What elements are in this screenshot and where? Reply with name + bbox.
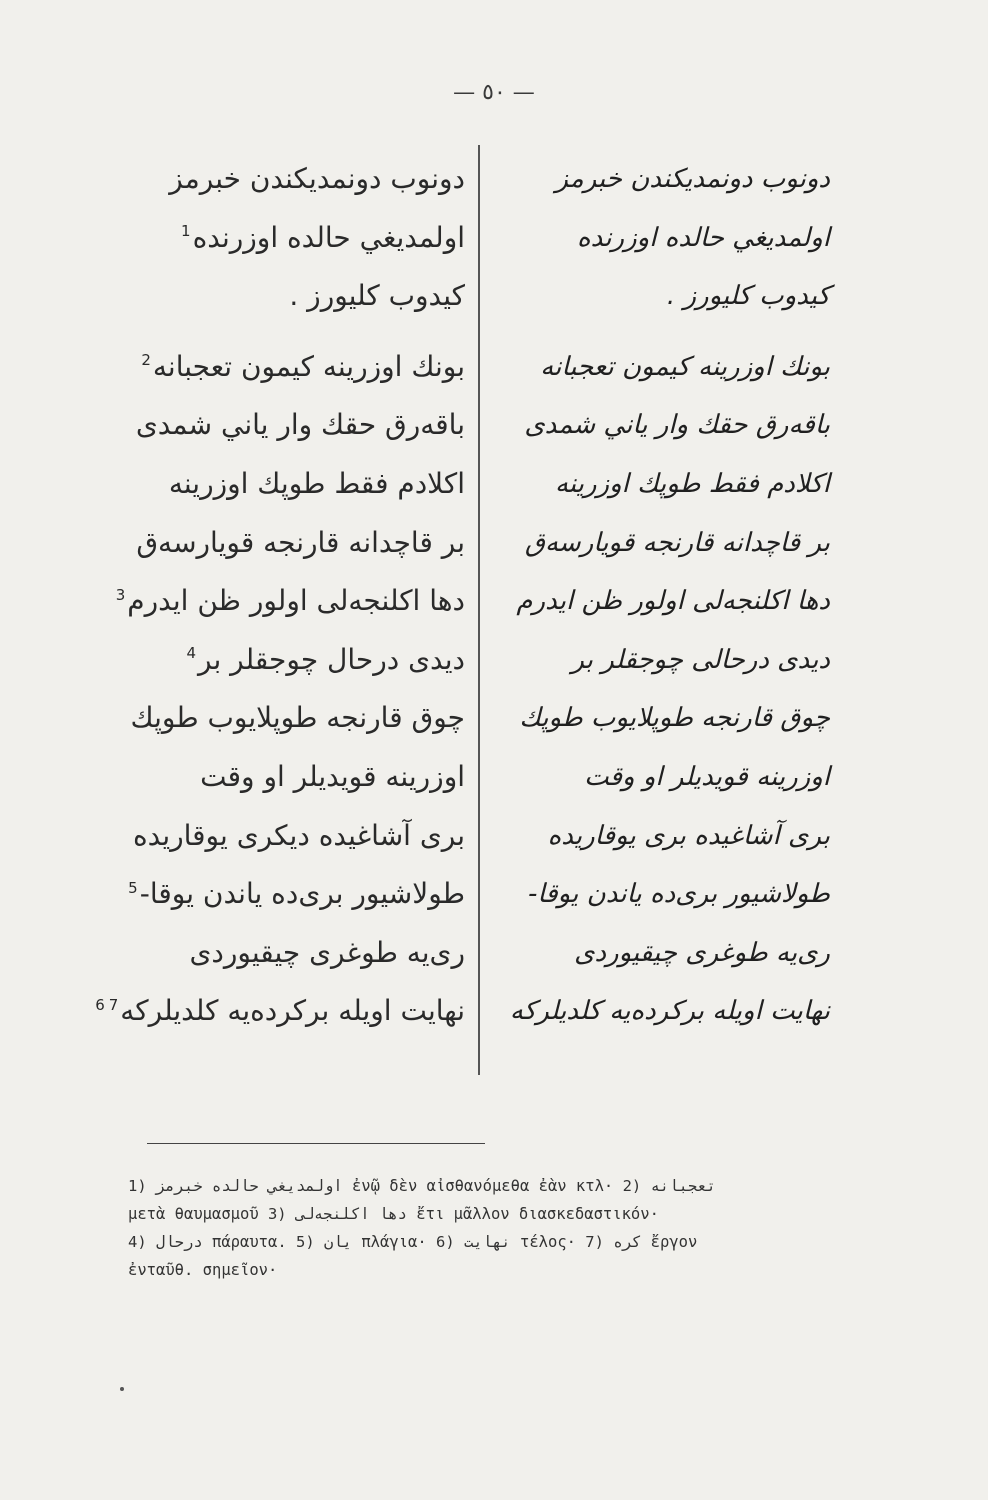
- footnote-marker: 2: [141, 351, 151, 370]
- printed-line: دها اكلنجەلى اولور ظن ايدرم$^3$: [115, 584, 465, 618]
- printed-text-column: [95, 150, 465, 1041]
- footnote-line: ἐνταῦθ. σημεῖον·: [128, 1261, 278, 1279]
- footnote-marker: 5: [128, 878, 138, 897]
- footnote-line: 1) اولمديغي حالده خبرمز ἐνῷ δὲν αἰσθανόμεθα ἐὰν κτλ· 2) تعجبانه: [128, 1177, 716, 1195]
- scan-speck: [120, 1387, 124, 1391]
- footnote-marker: 7: [108, 995, 119, 1014]
- footnote-rule: [147, 1143, 485, 1144]
- printed-line: برى آشاغيده ديكرى يوقاريده: [132, 818, 465, 852]
- handwritten-line: اوزرينه قويديلر او وقت: [584, 761, 830, 792]
- handwritten-line: اكلادم فقط طوپك اوزرينه: [554, 468, 830, 499]
- handwritten-line: بونك اوزرينه كيمون تعجبانه: [540, 351, 830, 382]
- footnote-marker: 6: [95, 995, 105, 1014]
- printed-line: دونوب دونمديكندن خبرمز: [169, 162, 465, 195]
- printed-line: باقەرق حقك وار ياني شمدى: [135, 408, 465, 442]
- printed-line: ديدى درحال چوجقلر بر$^4$: [186, 642, 465, 676]
- printed-line: رى‌يه طوغرى چيقيوردى: [189, 935, 465, 969]
- handwritten-line: برى آشاغيده برى يوقاريده: [547, 820, 830, 851]
- footnotes: [128, 1172, 848, 1284]
- handwritten-line: طولاشيور بری‌ده ياندن يوقا-: [527, 879, 830, 910]
- footnote-marker: 4: [186, 644, 197, 663]
- handwritten-line: بر قاچدانه قارنجه قويارسەق: [524, 527, 830, 558]
- printed-line: اوزرينه قويديلر او وقت: [200, 759, 465, 793]
- handwritten-line: نهايت اويله بركرده‌يه كلديلركه: [509, 996, 830, 1027]
- column-divider: [478, 145, 480, 1075]
- page-number: — ٥٠ —: [453, 80, 535, 105]
- footnote-line: 4) درحال πάραυτα. 5) يان πλάγια· 6) نهايت τέλος· 7) كره ἔργον: [128, 1233, 698, 1251]
- handwritten-line: دونوب دونمديكندن خبرمز: [555, 164, 830, 194]
- footnote-marker: 1: [181, 222, 191, 241]
- footnote-line: μετὰ θαυμασμοῦ 3) دها اكلنجەلى ἔτι μᾶλλον διασκεδαστικόν·: [128, 1205, 659, 1223]
- handwritten-line: كيدوب كليورز .: [666, 281, 830, 312]
- handwritten-line: چوق قارنجه طوپلايوب طوپك: [519, 703, 830, 734]
- printed-line: بونك اوزرينه كيمون تعجبانه$^2$: [141, 349, 465, 383]
- handwritten-line: باقەرق حقك وار ياني شمدى: [524, 410, 830, 441]
- printed-line: بر قاچدانه قارنجه قويارسەق: [136, 525, 465, 559]
- printed-line: طولاشيور بری‌ده ياندن يوقا-$^5$: [128, 877, 465, 911]
- handwritten-text-column: [495, 150, 830, 1041]
- handwritten-line: رى‌يه طوغرى چيقيوردى: [574, 937, 830, 968]
- printed-line: چوق قارنجه طوپلايوب طوپك: [130, 701, 465, 735]
- printed-line: نهايت اويله بركرده‌يه كلديلركه$^6$ $^7$: [95, 994, 465, 1028]
- handwritten-line: اولمديغي حالده اوزرنده: [577, 222, 830, 253]
- printed-line: كيدوب كليورز .: [289, 279, 465, 313]
- printed-line: اولمديغي حالده اوزرنده$^1$: [181, 220, 465, 254]
- footnote-marker: 3: [115, 585, 126, 604]
- printed-line: اكلادم فقط طوپك اوزرينه: [168, 466, 465, 500]
- handwritten-line: دها اكلنجەلى اولور ظن ايدرم: [516, 586, 830, 617]
- handwritten-line: ديدى درحالى چوجقلر بر: [571, 644, 830, 675]
